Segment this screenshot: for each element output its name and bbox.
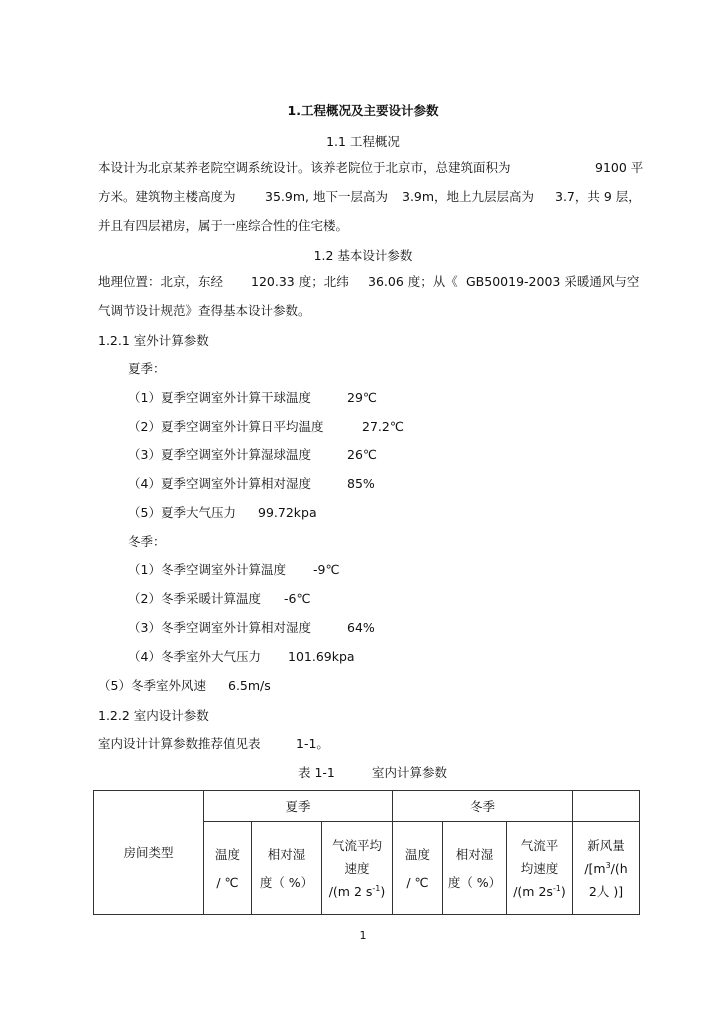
winter-item-value: -9℃ (313, 562, 340, 577)
section-title-1-1: 1.1 工程概况 (326, 134, 400, 149)
summer-item-value: 85% (347, 476, 375, 491)
summer-item-label: （2）夏季空调室外计算日平均温度 (128, 419, 324, 434)
summer-label: 夏季： (128, 361, 166, 376)
winter-item-label: （5）冬季室外风速 (98, 678, 206, 693)
summer-item-label: （4）夏季空调室外计算相对湿度 (128, 476, 311, 491)
overview-line-2c: 3.9m，地上九层层高为 (402, 189, 535, 204)
header-room-type: 房间类型 (94, 791, 204, 915)
winter-item-label: （4）冬季室外大气压力 (128, 649, 261, 664)
header-summer-temp: 温度 / ℃ (204, 822, 252, 915)
header-winter-air-speed: 气流平 均速度 /(m $2s^{-1}$) (507, 822, 573, 915)
winter-item-value: 101.69kpa (288, 649, 355, 664)
location-d: GB50019-2003 采暖通风与空 (466, 274, 640, 289)
winter-item-label: （2）冬季采暖计算温度 (128, 591, 261, 606)
summer-item-label: （5）夏季大气压力 (128, 505, 236, 520)
indoor-params-table (93, 790, 640, 915)
indoor-text-a: 室内设计计算参数推荐值见表 (98, 736, 261, 751)
summer-item-value: 26℃ (347, 447, 377, 462)
page-heading: 1.工程概况及主要设计参数 (287, 103, 439, 118)
location-c: 36.06 度；从《 (368, 274, 458, 289)
section-title-1-2: 1.2 基本设计参数 (313, 248, 413, 263)
summer-item-value: 29℃ (347, 390, 377, 405)
winter-item-label: （3）冬季空调室外计算相对湿度 (128, 620, 311, 635)
summer-item-label: （1）夏季空调室外计算干球温度 (128, 390, 311, 405)
summer-item-value: 27.2℃ (362, 419, 404, 434)
page-number: 1 (359, 929, 367, 942)
winter-item-value: 64% (347, 620, 375, 635)
overview-line-2b: 35.9m, 地下一层高为 (265, 189, 388, 204)
section-title-1-2-2: 1.2.2 室内设计参数 (98, 708, 209, 723)
overview-line-1b: 9100 平 (595, 160, 644, 175)
winter-label: 冬季： (128, 534, 166, 549)
overview-line-2a: 方米。建筑物主楼高度为 (98, 189, 236, 204)
winter-item-value: 6.5m/s (228, 678, 271, 693)
winter-item-label: （1）冬季空调室外计算温度 (128, 562, 286, 577)
winter-item-value: -6℃ (284, 591, 311, 606)
indoor-text-b: 1-1。 (296, 736, 329, 751)
header-fresh-air: 新风量 $/[m^3/(h$ 2人 )] (573, 822, 640, 915)
overview-line-3: 并且有四层裙房，属于一座综合性的住宅楼。 (98, 218, 349, 233)
table-caption-number: 表 1-1 (298, 765, 335, 780)
location-b: 120.33 度；北纬 (251, 274, 349, 289)
header-blank-cell (573, 791, 640, 822)
location-a: 地理位置：北京，东经 (98, 274, 224, 289)
header-summer-rh: 相对湿 度（ %） (252, 822, 322, 915)
summer-item-label: （3）夏季空调室外计算湿球温度 (128, 447, 311, 462)
section-title-1-2-1: 1.2.1 室外计算参数 (98, 333, 209, 348)
overview-line-1a: 本设计为北京某养老院空调系统设计。该养老院位于北京市，总建筑面积为 (98, 160, 511, 175)
header-winter-rh: 相对湿 度（ %） (443, 822, 507, 915)
header-winter: 冬季 (393, 791, 573, 822)
header-summer-air-speed: 气流平均 速度 /(m 2 $s^{-1}$) (322, 822, 393, 915)
overview-line-2d: 3.7，共 9 层， (555, 189, 641, 204)
table-caption-title: 室内计算参数 (372, 765, 448, 780)
summer-item-value: 99.72kpa (258, 505, 317, 520)
header-winter-temp: 温度 / ℃ (393, 822, 443, 915)
location-e: 气调节设计规范》查得基本设计参数。 (98, 303, 311, 318)
header-summer: 夏季 (204, 791, 393, 822)
